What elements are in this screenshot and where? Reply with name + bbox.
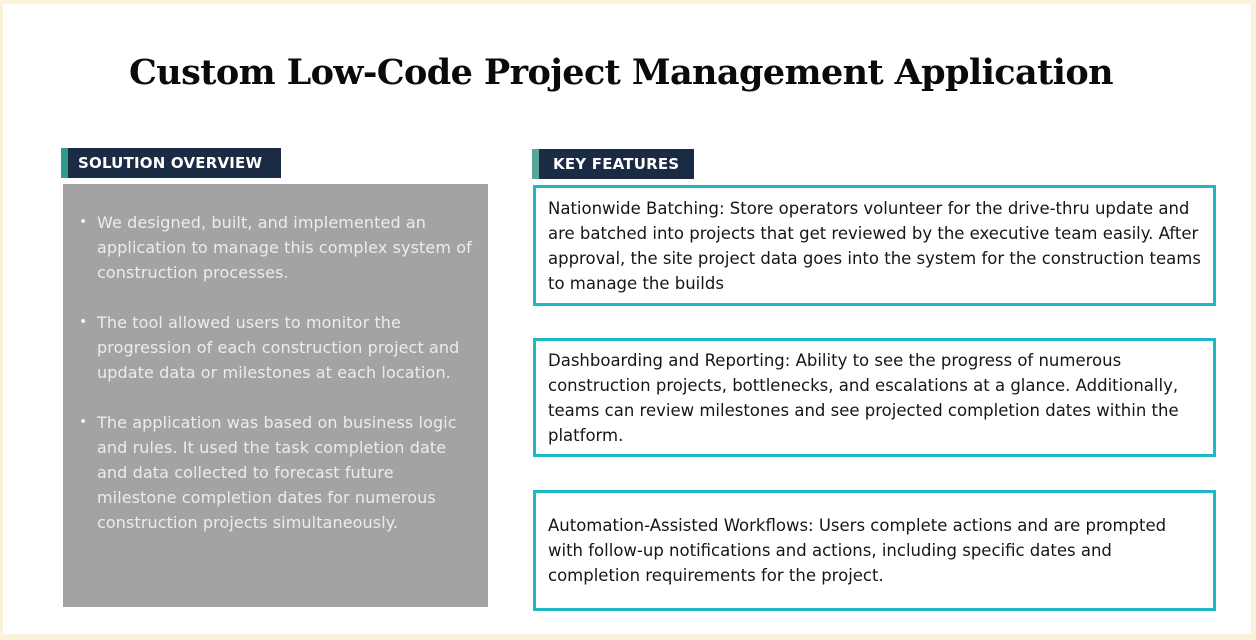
page-title: Custom Low-Code Project Management Application <box>129 52 1113 93</box>
solution-overview-header: SOLUTION OVERVIEW <box>61 148 281 178</box>
feature-card-nationwide-batching <box>533 185 1216 306</box>
feature-card-dashboarding-reporting <box>533 338 1216 457</box>
feature-text: Automation-Assisted Workflows: Users complete actions and are prompted with follow-up notifications and actions, including specific dates and completion requirements for the project. <box>548 516 1167 585</box>
overview-item-text: We designed, built, and implemented an application to manage this complex system of construction processes. <box>97 213 472 282</box>
bullet-icon: • <box>79 414 88 430</box>
bullet-icon: • <box>79 214 88 230</box>
solution-overview-list <box>75 210 472 535</box>
feature-text: Nationwide Batching: Store operators volunteer for the drive-thru update and are batched into projects that get reviewed by the executive team easily. After approval, the site project data goes into the system for the construction teams to manage the builds <box>548 198 1201 293</box>
overview-list-item <box>75 210 472 285</box>
overview-item-text: The application was based on business logic and rules. It used the task completion date and data collected to forecast future milestone completion dates for numerous construction projects simultaneously. <box>97 413 457 532</box>
overview-list-item <box>75 410 472 535</box>
overview-list-item <box>75 310 472 385</box>
slide-canvas <box>3 4 1251 634</box>
feature-text: Dashboarding and Reporting: Ability to see the progress of numerous construction projects, bottlenecks, and escalations at a glance. Additionally, teams can review milestones and see projected completion dates within the platform. <box>548 350 1179 445</box>
overview-item-text: The tool allowed users to monitor the progression of each construction project and update data or milestones at each location. <box>97 313 460 382</box>
solution-overview-panel <box>63 184 488 607</box>
key-features-header: KEY FEATURES <box>532 149 694 179</box>
bullet-icon: • <box>79 314 88 330</box>
feature-card-automation-workflows <box>533 490 1216 611</box>
